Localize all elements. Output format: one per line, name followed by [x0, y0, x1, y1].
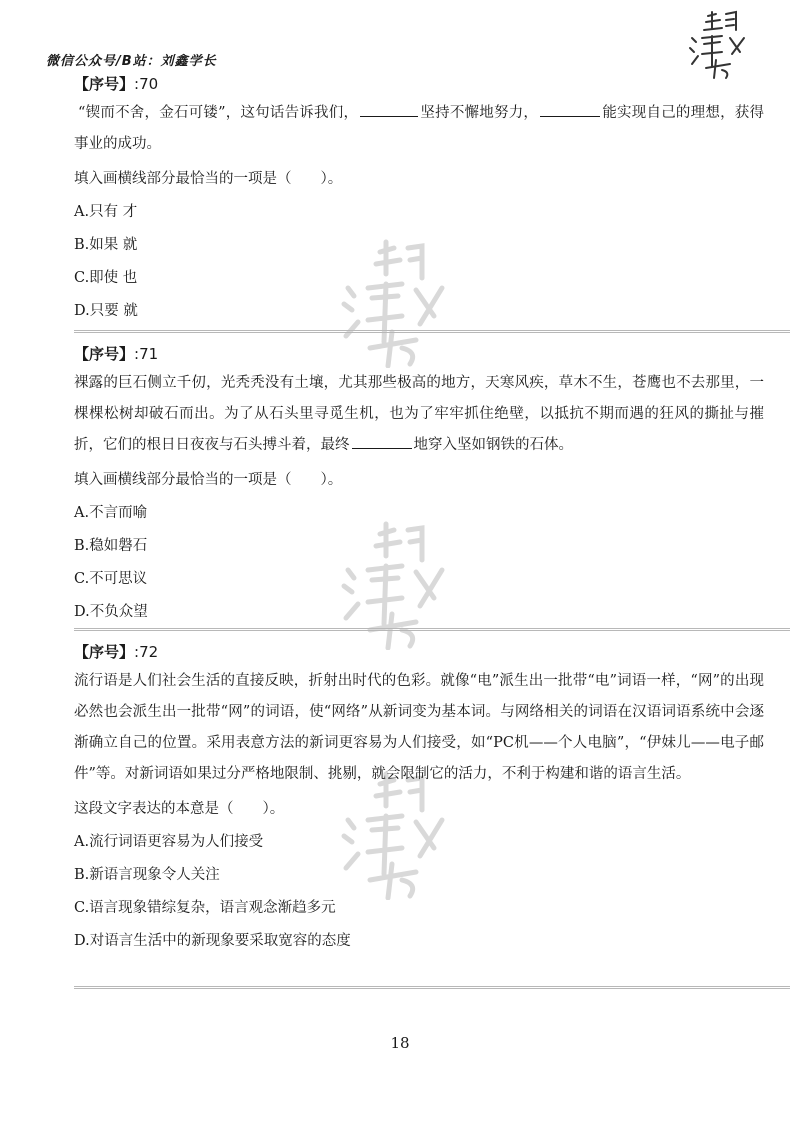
- option-a[interactable]: A.只有 才: [74, 204, 138, 220]
- question-prompt: 填入画横线部分最恰当的一项是（ ）。: [74, 472, 343, 488]
- question-prompt: 填入画横线部分最恰当的一项是（ ）。: [74, 171, 343, 187]
- page-number: 18: [390, 1034, 410, 1052]
- question-72: [74, 640, 764, 957]
- header-label: 微信公众号/B站：刘鑫学长: [46, 54, 217, 69]
- option-d[interactable]: D.对语言生活中的新现象要采取宽容的态度: [74, 933, 351, 949]
- option-a[interactable]: A.不言而喻: [74, 505, 148, 521]
- option-b[interactable]: B.新语言现象令人关注: [74, 867, 220, 883]
- answer-blank: [352, 434, 412, 449]
- question-number: 【序号】:71: [74, 345, 159, 363]
- option-d[interactable]: D.不负众望: [74, 604, 148, 620]
- section-divider: [74, 986, 790, 989]
- option-c[interactable]: C.即使 也: [74, 270, 138, 286]
- question-prompt: 这段文字表达的本意是（ ）。: [74, 801, 285, 817]
- question-number: 【序号】:70: [74, 75, 159, 93]
- option-d[interactable]: D.只要 就: [74, 303, 138, 319]
- question-stem: 流行语是人们社会生活的直接反映，折射出时代的色彩。就像“电”派生出一批带“电”词语一样，“网”的出现必然也会派生出一批带“网”的词语，使“网络”从新词变为基本词。与网络相关的词语在汉语词语系统中会逐渐确立自己的位置。采用表意方法的新词更容易为人们接受，如“PC机——个人电脑”，“伊妹儿——电子邮件”等。对新词语如果过分严格地限制、挑剔，就会限制它的活力，不利于构建和谐的语言生活。: [74, 673, 764, 782]
- question-number: 【序号】:72: [74, 643, 159, 661]
- option-a[interactable]: A.流行词语更容易为人们接受: [74, 834, 264, 850]
- answer-blank: [540, 102, 600, 117]
- section-divider: [74, 628, 790, 631]
- option-c[interactable]: C.语言现象错综复杂，语言观念渐趋多元: [74, 900, 336, 916]
- option-b[interactable]: B.稳如磐石: [74, 538, 148, 554]
- option-b[interactable]: B.如果 就: [74, 237, 138, 253]
- answer-blank: [360, 102, 418, 117]
- section-divider: [74, 330, 790, 333]
- question-70: [74, 72, 764, 327]
- question-stem: 裸露的巨石侧立千仞，光秃秃没有土壤，尤其那些极高的地方，天寒风疾，草木不生，苍鹰也不去那里，一棵棵松树却破石而出。为了从石头里寻觅生机，也为了牢牢抓住绝壁，以抵抗不期而遇的狂风的撕扯与摧折，它们的根日日夜夜与石头搏斗着，最终 地穿入坚如钢铁的石体。: [74, 375, 764, 453]
- question-stem: “锲而不舍，金石可镂”，这句话告诉我们， 坚持不懈地努力， 能实现自己的理想，获得事业的成功。: [74, 98, 764, 160]
- publisher-logo: [686, 8, 752, 80]
- option-c[interactable]: C.不可思议: [74, 571, 148, 587]
- question-71: [74, 342, 764, 628]
